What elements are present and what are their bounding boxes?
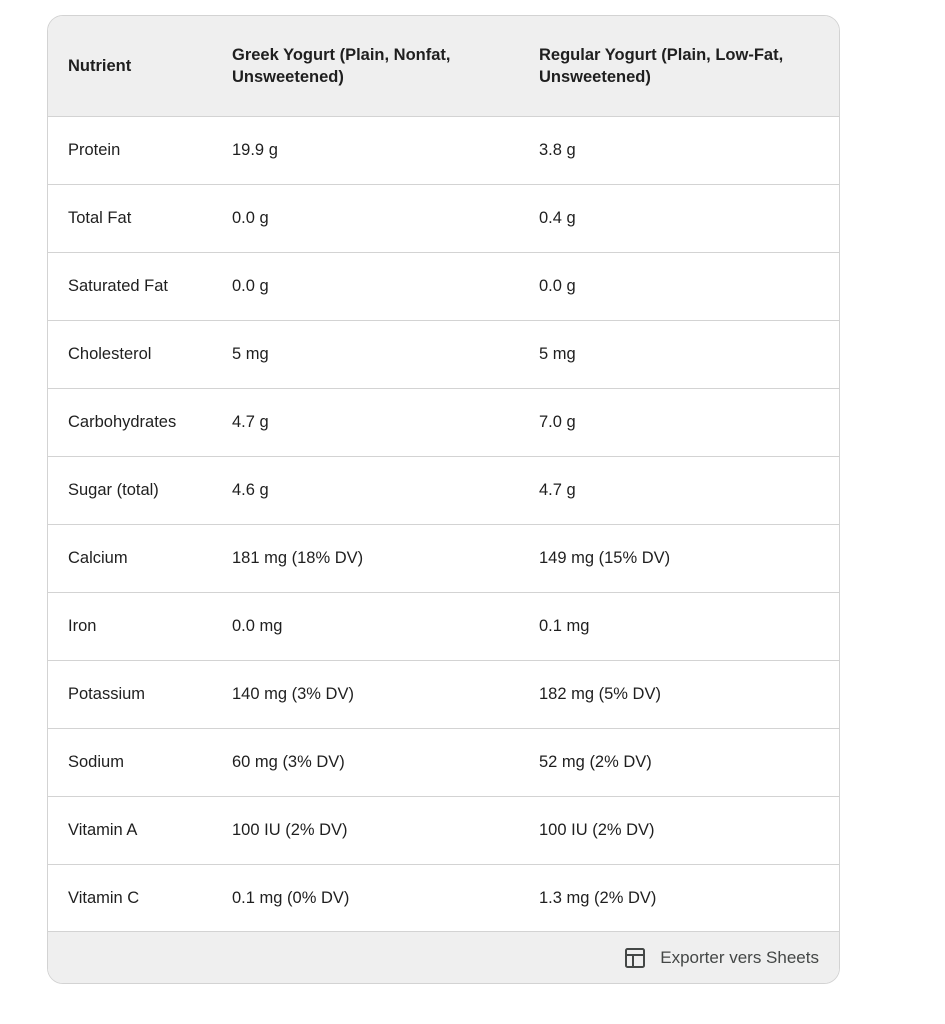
table-row [48,320,839,388]
greek-yogurt-cell: 19.9 g [232,140,278,159]
greek-yogurt-cell: 5 mg [232,344,269,363]
table-row [48,116,839,184]
nutrient-cell: Iron [68,616,97,635]
nutrient-cell: Vitamin C [68,888,140,907]
regular-yogurt-cell: 182 mg (5% DV) [539,684,661,703]
table-row [48,864,839,932]
nutrient-cell: Carbohydrates [68,412,177,431]
greek-yogurt-cell: 4.6 g [232,480,269,499]
table-footer [48,931,839,983]
regular-yogurt-cell: 52 mg (2% DV) [539,752,652,771]
table-header-row [48,16,839,116]
table-row [48,592,839,660]
nutrient-cell: Potassium [68,684,146,703]
nutrient-cell: Vitamin A [68,820,138,839]
table-row [48,456,839,524]
column-header-nutrient: Nutrient [68,56,132,75]
regular-yogurt-cell: 4.7 g [539,480,576,499]
nutrient-cell: Cholesterol [68,344,152,363]
regular-yogurt-cell: 3.8 g [539,140,576,159]
table-header [48,16,839,116]
export-to-sheets-button[interactable] [624,947,819,969]
table-row [48,252,839,320]
nutrient-cell: Sugar (total) [68,480,159,499]
table-row [48,184,839,252]
nutrient-cell: Calcium [68,548,128,567]
nutrient-cell: Total Fat [68,208,132,227]
table-row [48,388,839,456]
regular-yogurt-cell: 0.4 g [539,208,576,227]
greek-yogurt-cell: 0.0 mg [232,616,283,635]
regular-yogurt-cell: 149 mg (15% DV) [539,548,671,567]
regular-yogurt-cell: 0.1 mg [539,616,590,635]
greek-yogurt-cell: 140 mg (3% DV) [232,684,354,703]
regular-yogurt-cell: 100 IU (2% DV) [539,820,655,839]
greek-yogurt-cell: 0.0 g [232,208,269,227]
greek-yogurt-cell: 100 IU (2% DV) [232,820,348,839]
greek-yogurt-cell: 0.0 g [232,276,269,295]
nutrition-comparison-table-card [47,15,840,984]
nutrient-cell: Saturated Fat [68,276,168,295]
table-grid-icon [624,947,646,969]
nutrient-cell: Protein [68,140,121,159]
table-row [48,728,839,796]
regular-yogurt-cell: 0.0 g [539,276,576,295]
table-row [48,660,839,728]
table-row [48,796,839,864]
greek-yogurt-cell: 0.1 mg (0% DV) [232,888,350,907]
nutrient-cell: Sodium [68,752,124,771]
greek-yogurt-cell: 4.7 g [232,412,269,431]
regular-yogurt-cell: 1.3 mg (2% DV) [539,888,657,907]
export-to-sheets-label: Exporter vers Sheets [660,947,819,967]
greek-yogurt-cell: 60 mg (3% DV) [232,752,345,771]
regular-yogurt-cell: 5 mg [539,344,576,363]
table-row [48,524,839,592]
regular-yogurt-cell: 7.0 g [539,412,576,431]
greek-yogurt-cell: 181 mg (18% DV) [232,548,364,567]
column-header-greek-yogurt: Greek Yogurt (Plain, Nonfat, Unsweetened) [232,45,451,86]
table-body [48,116,839,932]
nutrition-table [48,16,839,932]
column-header-regular-yogurt: Regular Yogurt (Plain, Low-Fat, Unsweetened) [539,45,784,86]
